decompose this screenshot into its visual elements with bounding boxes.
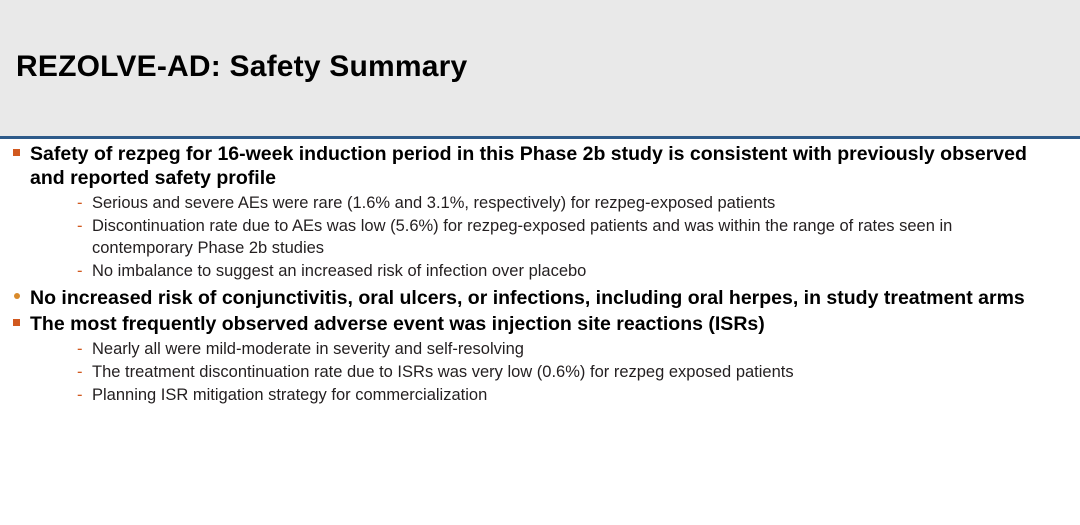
list-item — [30, 338, 1052, 360]
sub-bullet-list — [30, 338, 1052, 406]
list-item — [0, 142, 1080, 282]
page-title: REZOLVE-AD: Safety Summary — [16, 50, 468, 83]
sub-bullet-text: Discontinuation rate due to AEs was low (5.6%) for rezpeg-exposed patients and was within the range of rates seen in contemporary Phase 2b studies — [92, 217, 953, 257]
list-item — [30, 215, 1052, 259]
dash-bullet-icon: - — [77, 363, 83, 381]
square-bullet-icon — [13, 319, 20, 326]
dash-bullet-icon: - — [77, 386, 83, 404]
list-item — [0, 312, 1080, 406]
list-item — [0, 286, 1080, 310]
list-item — [30, 361, 1052, 383]
sub-bullet-text: The treatment discontinuation rate due to ISRs was very low (0.6%) for rezpeg exposed patients — [92, 363, 794, 381]
title-band — [0, 0, 1080, 139]
slide-body — [0, 142, 1080, 410]
bullet-text: No increased risk of conjunctivitis, oral ulcers, or infections, including oral herpes, in study treatment arms — [30, 287, 1025, 309]
sub-bullet-text: Serious and severe AEs were rare (1.6% and 3.1%, respectively) for rezpeg-exposed patients — [92, 194, 776, 212]
list-item — [30, 192, 1052, 214]
bullet-text: The most frequently observed adverse event was injection site reactions (ISRs) — [30, 313, 765, 335]
sub-bullet-text: Planning ISR mitigation strategy for commercialization — [92, 386, 488, 404]
dash-bullet-icon: - — [77, 340, 83, 358]
sub-bullet-list — [30, 192, 1052, 282]
bullet-text: Safety of rezpeg for 16-week induction period in this Phase 2b study is consistent with previously observed and reported safety profile — [30, 143, 1027, 189]
round-bullet-icon — [14, 293, 20, 299]
sub-bullet-text: Nearly all were mild-moderate in severity and self-resolving — [92, 340, 524, 358]
square-bullet-icon — [13, 149, 20, 156]
list-item — [30, 384, 1052, 406]
sub-bullet-text: No imbalance to suggest an increased risk of infection over placebo — [92, 262, 587, 280]
dash-bullet-icon: - — [77, 262, 83, 280]
dash-bullet-icon: - — [77, 217, 83, 235]
list-item — [30, 260, 1052, 282]
bullet-list — [0, 142, 1080, 406]
dash-bullet-icon: - — [77, 194, 83, 212]
